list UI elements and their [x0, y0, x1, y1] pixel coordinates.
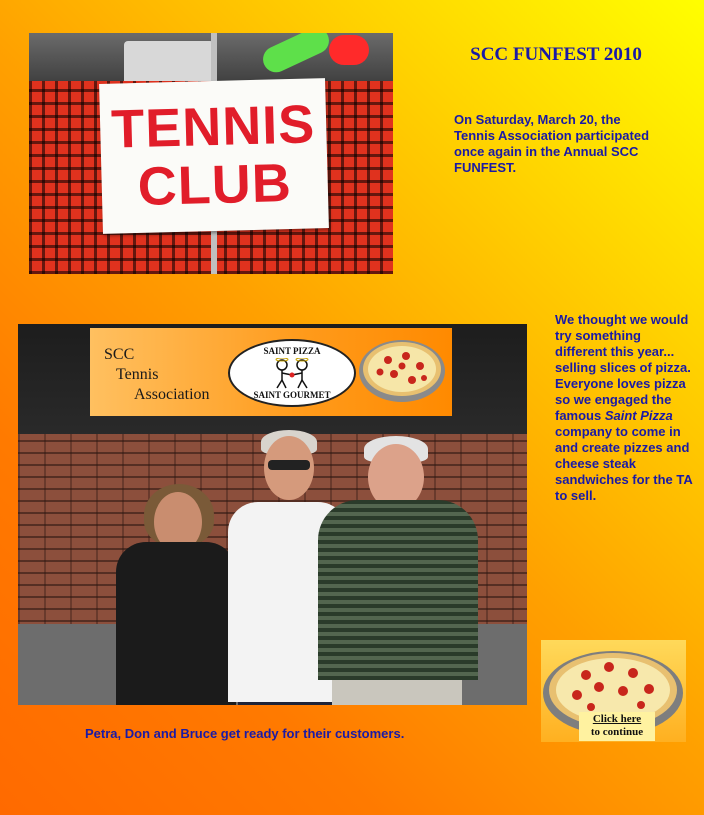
jacket: [116, 542, 236, 705]
group-photo: [18, 324, 527, 705]
intro-paragraph: On Saturday, March 20, the Tennis Association participated once again in the Annual SCC FUNFEST.: [454, 112, 650, 175]
person-bruce: [318, 414, 478, 705]
sign-line-2: CLUB: [137, 152, 293, 217]
banner-line-2: Tennis: [116, 366, 159, 383]
page-title: SCC FUNFEST 2010: [470, 44, 642, 65]
pants: [332, 680, 462, 705]
saint-pizza-logo: [228, 339, 356, 407]
sign-line-1: TENNIS: [110, 94, 317, 160]
click-here-link[interactable]: Click here: [592, 713, 642, 725]
pizza-icon: [358, 338, 446, 404]
person-petra: [116, 462, 236, 705]
pizza-text-part-1: We thought we would try something different this year... selling slices of pizza. Everyone loves pizza so we engaged the famous: [555, 312, 691, 423]
tennis-club-photo: [29, 33, 393, 274]
sunglasses: [268, 460, 310, 470]
brand-name: Saint Pizza: [604, 408, 673, 423]
chef-figures-icon: [270, 358, 314, 390]
continue-subtext: to continue: [590, 726, 644, 738]
pizza-text-part-2: company to come in and create pizzes and cheese steak sandwiches for the TA to sell.: [555, 424, 693, 503]
photo-caption: Petra, Don and Bruce get ready for their customers.: [85, 726, 405, 741]
tennis-club-sign: [99, 78, 329, 234]
pizza-paragraph: [555, 312, 695, 504]
continue-button[interactable]: [541, 640, 686, 742]
continue-label[interactable]: [579, 712, 655, 741]
striped-shirt: [318, 500, 478, 680]
logo-top-text: SAINT PIZZA: [263, 346, 321, 356]
balloon-red: [329, 35, 369, 65]
banner-line-1: SCC: [104, 346, 135, 363]
bucket: [124, 41, 214, 85]
banner-line-3: Association: [134, 386, 210, 403]
logo-bottom-text: SAINT GOURMET: [253, 390, 331, 400]
tennis-association-banner: [90, 328, 452, 416]
